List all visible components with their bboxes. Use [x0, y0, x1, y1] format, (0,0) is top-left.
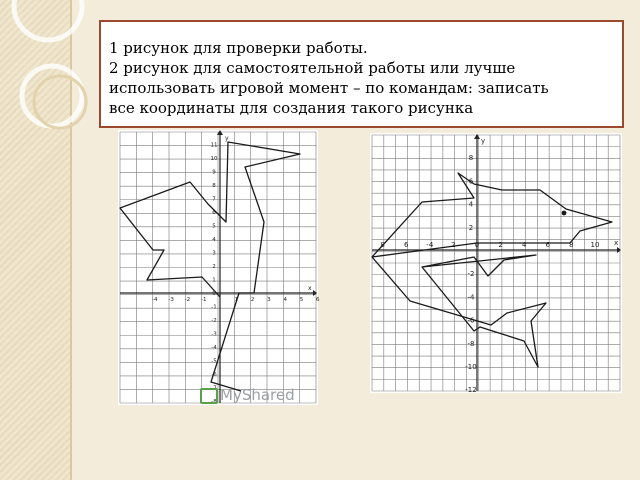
bird-x-tick-label: -1 — [200, 297, 207, 303]
fish-outline — [372, 173, 612, 367]
fish-x-tick-label: 2 — [498, 241, 503, 249]
bird-tick-labels — [152, 143, 320, 406]
fish-y-tick-label: -2 — [467, 270, 475, 279]
bird-y-axis-label: y — [225, 135, 229, 142]
bird-y-tick-label: 7 — [212, 196, 216, 203]
bird-x-tick-label: -2 — [184, 297, 191, 303]
bird-y-tick-label: 10 — [210, 156, 218, 162]
bird-y-tick-label: -4 — [211, 345, 217, 351]
bird-x-tick-label: 6 — [316, 297, 320, 303]
bird-y-tick-label: 11 — [210, 142, 218, 149]
fish-y-tick-label: -4 — [467, 293, 475, 302]
bird-y-tick-label: -7 — [211, 385, 217, 392]
bird-x-tick-label: -3 — [168, 297, 174, 303]
bird-y-tick-label: 6 — [212, 210, 216, 216]
figure-fish-grid — [370, 133, 622, 393]
bird-axes — [120, 130, 317, 403]
decorative-circles — [0, 0, 110, 480]
task-text-box — [99, 20, 624, 128]
fish-x-tick-label: 0 — [474, 241, 480, 249]
fish-x-tick-label: -4 — [426, 241, 434, 249]
bird-y-tick-label: -1 — [211, 304, 217, 311]
bird-y-tick-label: 1 — [212, 277, 216, 284]
bird-x-tick-label: 4 — [283, 297, 287, 303]
bird-x-axis-label: x — [308, 285, 312, 292]
fish-y-axis-label: y — [481, 137, 486, 145]
fish-y-tick-label: -12 — [465, 386, 477, 395]
bird-y-tick-label: 3 — [212, 250, 216, 257]
fish-x-tick-label: 8 — [380, 241, 385, 249]
bird-y-tick-label: -2 — [211, 318, 217, 324]
task-line-1: 1 рисунок для проверки работы. — [109, 39, 368, 57]
task-line-4: все координаты для создания такого рисунка — [109, 99, 474, 117]
task-line-3: использовать игровой момент – по командам: записать — [109, 79, 549, 97]
fish-x-tick-label: 6 — [545, 241, 551, 249]
bird-x-tick-label: 3 — [267, 297, 271, 303]
fish-y-tick-label: -8 — [467, 339, 475, 348]
fish-grid-lines — [372, 135, 620, 391]
fish-x-tick-label: 2 — [451, 241, 456, 249]
figure-bird-grid — [118, 130, 318, 405]
fish-y-tick-label: 2 — [468, 223, 474, 232]
bird-x-tick-label: 2 — [250, 297, 255, 303]
bird-y-tick-label: 2 — [212, 264, 216, 270]
bird-y-tick-label: -8 — [211, 399, 217, 405]
fish-x-axis-label: x — [614, 239, 619, 247]
fish-eye — [562, 211, 567, 216]
fish-axes — [372, 134, 621, 391]
myshared-logo-icon — [200, 385, 218, 404]
bird-outline — [120, 142, 300, 391]
fish-y-tick-label: 8 — [468, 154, 474, 163]
bird-y-tick-label: -6 — [211, 372, 217, 378]
fish-x-tick-label: 6 — [403, 241, 409, 249]
fish-drawing — [370, 133, 622, 393]
myshared-watermark — [200, 386, 295, 404]
fish-y-tick-label: 6 — [468, 177, 474, 186]
fish-x-tick-label: 10 — [590, 241, 600, 249]
bird-x-tick-label: -4 — [152, 297, 158, 303]
bird-y-tick-label: 8 — [212, 183, 216, 189]
bird-y-tick-label: 4 — [212, 237, 216, 243]
fish-y-tick-label: 4 — [468, 200, 474, 209]
bird-y-tick-label: 9 — [212, 169, 216, 176]
bird-drawing — [118, 130, 318, 405]
task-line-2: 2 рисунок для самостоятельной работы или лучше — [109, 59, 516, 77]
fish-y-tick-label: -10 — [465, 363, 477, 371]
bird-y-tick-label: -5 — [211, 358, 217, 365]
bird-x-tick-label: 5 — [299, 297, 304, 303]
bird-grid-lines — [120, 132, 316, 403]
bird-y-tick-label: 0 — [212, 291, 216, 297]
watermark-text: MyShared — [220, 386, 295, 404]
bird-x-tick-label: 1 — [234, 297, 239, 303]
fish-x-tick-label: 4 — [521, 241, 527, 249]
bird-y-tick-label: -3 — [211, 331, 217, 338]
fish-y-tick-label: -6 — [467, 316, 475, 325]
bird-y-tick-label: 5 — [212, 223, 216, 230]
fish-x-tick-label: 8 — [569, 241, 574, 249]
